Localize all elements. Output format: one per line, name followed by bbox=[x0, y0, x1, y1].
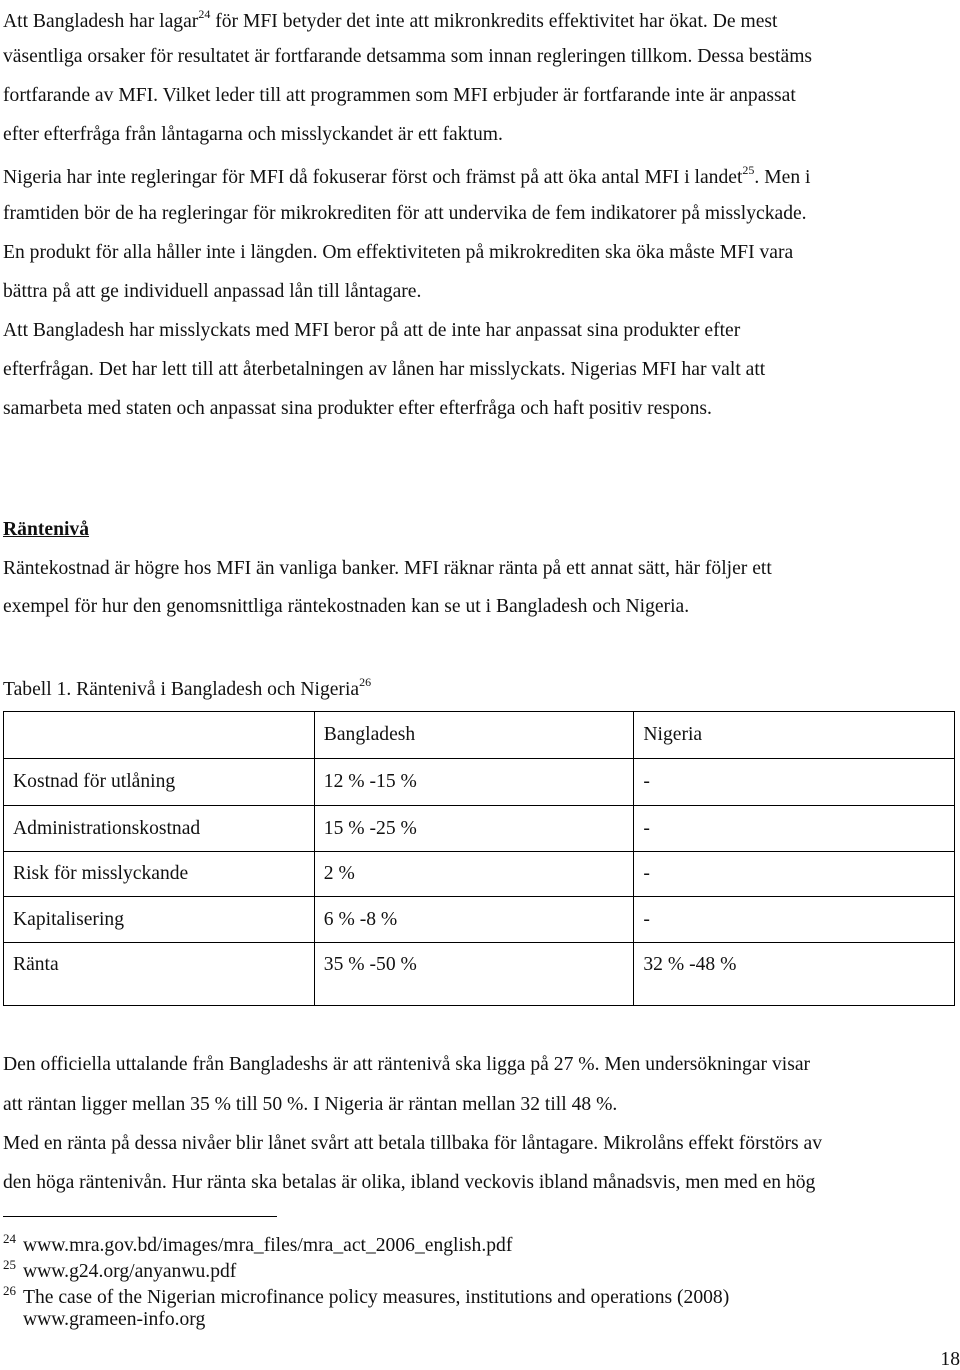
table-row bbox=[4, 806, 955, 852]
footnote-separator bbox=[3, 1216, 277, 1217]
table-cell: 35 % -50 % bbox=[314, 943, 634, 1006]
table-row bbox=[4, 897, 955, 943]
table-cell: - bbox=[634, 852, 955, 897]
body-line: En produkt för alla håller inte i längden. Om effektiviteten på mikrokrediten ska öka måste MFI vara bbox=[3, 242, 794, 263]
body-line: väsentliga orsaker för resultatet är fortfarande detsamma som innan regleringen tillkom. Dessa bestäms bbox=[3, 46, 813, 67]
table-cell: Risk för misslyckande bbox=[4, 852, 315, 897]
body-line: exempel för hur den genomsnittliga räntekostnaden kan se ut i Bangladesh och Nigeria. bbox=[3, 596, 690, 617]
table-caption: Tabell 1. Räntenivå i Bangladesh och Nigeria$^{26}$ bbox=[3, 675, 372, 700]
table-cell: 15 % -25 % bbox=[314, 806, 634, 852]
table-cell: 12 % -15 % bbox=[314, 759, 634, 806]
footnote-ref: 26 bbox=[359, 675, 372, 689]
body-line: efterfrågan. Det har lett till att återbetalningen av lånen har misslyckats. Nigerias MFI har valt att bbox=[3, 359, 766, 380]
table-cell: 2 % bbox=[314, 852, 634, 897]
table-row bbox=[4, 759, 955, 806]
body-line: samarbeta med staten och anpassat sina produkter efter efterfråga och haft positiv respons. bbox=[3, 398, 712, 419]
body-line: fortfarande av MFI. Vilket leder till att programmen som MFI erbjuder är fortfarande inte är anpassat bbox=[3, 85, 796, 106]
footnote-number: 24 bbox=[3, 1231, 16, 1246]
table-cell: 32 % -48 % bbox=[634, 943, 955, 1006]
footnote-ref: 25 bbox=[742, 163, 755, 177]
table-header-row bbox=[4, 712, 955, 759]
body-line: Räntekostnad är högre hos MFI än vanliga banker. MFI räknar ränta på ett annat sätt, här följer ett bbox=[3, 558, 772, 579]
body-line: den höga räntenivån. Hur ränta ska betalas är olika, ibland veckovis ibland månadsvis, men med en hög bbox=[3, 1172, 816, 1193]
table-row bbox=[4, 943, 955, 1006]
footnote-ref: 24 bbox=[198, 7, 211, 21]
table-cell: - bbox=[634, 759, 955, 806]
table-cell: Kostnad för utlåning bbox=[4, 759, 315, 806]
footnote-number: 25 bbox=[3, 1257, 16, 1272]
footnote-number: 26 bbox=[3, 1283, 16, 1298]
footnote bbox=[3, 1310, 205, 1330]
body-line: efter efterfråga från låntagarna och misslyckandet är ett faktum. bbox=[3, 124, 503, 145]
page-number: 18 bbox=[940, 1349, 960, 1370]
table-header-cell: Nigeria bbox=[634, 712, 955, 759]
section-heading: Räntenivå bbox=[3, 519, 90, 540]
body-line: att räntan ligger mellan 35 % till 50 %. I Nigeria är räntan mellan 32 till 48 %. bbox=[3, 1094, 618, 1115]
table-cell: Kapitalisering bbox=[4, 897, 315, 943]
body-line: Nigeria har inte regleringar för MFI då fokuserar först och främst på att öka antal MFI i landet$^{25}$. Men i bbox=[3, 163, 811, 188]
footnote bbox=[3, 1258, 236, 1282]
body-line: framtiden bör de ha regleringar för mikrokrediten för att undervika de fem indikatorer på misslyckade. bbox=[3, 203, 807, 224]
footnote-text: The case of the Nigerian microfinance policy measures, institutions and operations (2008) bbox=[23, 1287, 730, 1308]
footnote bbox=[3, 1232, 512, 1256]
footnote bbox=[3, 1284, 729, 1308]
footnote-link[interactable]: www.g24.org/anyanwu.pdf bbox=[23, 1261, 237, 1282]
footnote-link[interactable]: www.mra.gov.bd/images/mra_files/mra_act_2006_english.pdf bbox=[23, 1235, 513, 1256]
body-line: Att Bangladesh har lagar$^{24}$ för MFI betyder det inte att mikronkredits effektivitet har ökat. De mest bbox=[3, 7, 778, 32]
interest-rate-table bbox=[3, 711, 955, 1006]
table-cell: 6 % -8 % bbox=[314, 897, 634, 943]
footnote-link[interactable]: www.grameen-info.org bbox=[23, 1309, 206, 1330]
table-cell: Administrationskostnad bbox=[4, 806, 315, 852]
body-line: Med en ränta på dessa nivåer blir lånet svårt att betala tillbaka för låntagare. Mikrolåns effekt förstörs av bbox=[3, 1133, 822, 1154]
body-line: Att Bangladesh har misslyckats med MFI beror på att de inte har anpassat sina produkter efter bbox=[3, 320, 741, 341]
table-header-cell: Bangladesh bbox=[314, 712, 634, 759]
body-line: bättra på att ge individuell anpassad lån till låntagare. bbox=[3, 281, 422, 302]
table-cell: - bbox=[634, 897, 955, 943]
table-header-cell bbox=[4, 712, 315, 759]
table-cell: - bbox=[634, 806, 955, 852]
body-line: Den officiella uttalande från Bangladeshs är att räntenivå ska ligga på 27 %. Men undersökningar visar bbox=[3, 1054, 811, 1075]
table-row bbox=[4, 852, 955, 897]
table-cell: Ränta bbox=[4, 943, 315, 1006]
